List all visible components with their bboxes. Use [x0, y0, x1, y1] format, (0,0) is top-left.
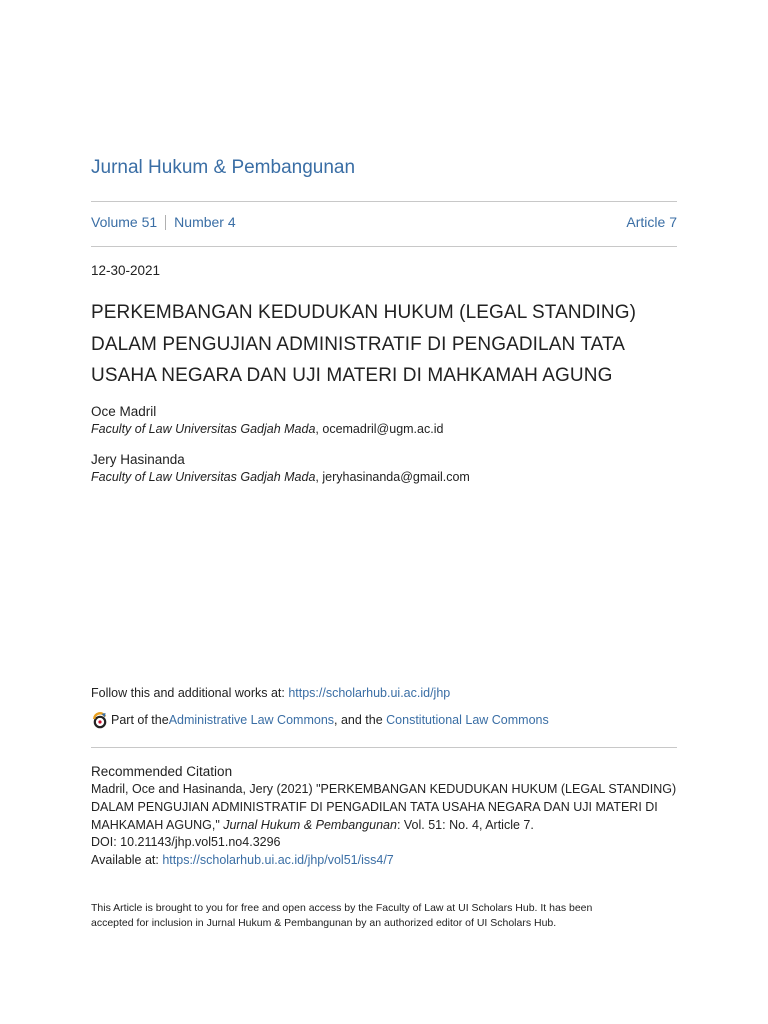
article-title [91, 297, 677, 392]
citation-line [91, 817, 677, 835]
constitutional-law-commons-link[interactable]: Constitutional Law Commons [386, 713, 549, 727]
publication-date: 12-30-2021 [91, 263, 161, 278]
citation-line: Madril, Oce and Hasinanda, Jery (2021) "PERKEMBANGAN KEDUDUKAN HUKUM (LEGAL STANDING) [91, 782, 677, 796]
author-email: , jeryhasinanda@gmail.com [315, 470, 470, 484]
volume-link[interactable]: Volume 51 [91, 214, 158, 230]
part-of-line [91, 711, 549, 729]
administrative-law-commons-link[interactable]: Administrative Law Commons [168, 713, 335, 727]
follow-url-link[interactable]: https://scholarhub.ui.ac.id/jhp [288, 686, 451, 700]
author-name: Jery Hasinanda [91, 452, 185, 467]
affiliation-name: Faculty of Law Universitas Gadjah Mada [91, 470, 316, 484]
number-link[interactable]: Number 4 [174, 214, 236, 230]
author-block [91, 452, 470, 486]
issue-separator [165, 215, 166, 230]
citation-line3-start: MAHKAMAH AGUNG," [91, 817, 224, 832]
citation-line3-end: : Vol. 51: No. 4, Article 7. [396, 817, 534, 832]
journal-title-link[interactable]: Jurnal Hukum & Pembangunan [91, 157, 356, 178]
divider-top [91, 201, 677, 202]
author-affiliation [91, 420, 443, 438]
author-affiliation [91, 468, 470, 486]
available-url-link[interactable]: https://scholarhub.ui.ac.id/jhp/vol51/iss4/7 [162, 853, 394, 868]
open-access-icon [91, 711, 108, 729]
citation-available [91, 852, 677, 870]
part-of-prefix: Part of the [111, 713, 169, 727]
access-notice [91, 901, 677, 931]
recommended-citation-heading: Recommended Citation [91, 764, 233, 779]
cover-page [91, 0, 677, 1024]
title-line: USAHA NEGARA DAN UJI MATERI DI MAHKAMAH AGUNG [91, 365, 613, 386]
title-line: DALAM PENGUJIAN ADMINISTRATIF DI PENGADILAN TATA [91, 333, 626, 355]
divider-citation [91, 747, 677, 748]
author-email: , ocemadril@ugm.ac.id [315, 422, 444, 436]
author-block [91, 404, 443, 438]
citation-line: DALAM PENGUJIAN ADMINISTRATIF DI PENGADILAN TATA USAHA NEGARA DAN UJI MATERI DI [91, 799, 658, 814]
follow-line [91, 686, 450, 700]
available-label: Available at: [91, 853, 163, 868]
divider-issue [91, 246, 677, 247]
article-link[interactable]: Article 7 [626, 214, 677, 230]
affiliation-name: Faculty of Law Universitas Gadjah Mada [91, 422, 316, 436]
issue-info-row [91, 214, 677, 230]
follow-text: Follow this and additional works at: [91, 686, 289, 700]
citation-journal: Jurnal Hukum & Pembangunan [223, 817, 397, 832]
part-of-middle: , and the [334, 713, 387, 727]
title-line: PERKEMBANGAN KEDUDUKAN HUKUM (LEGAL STANDING) [91, 302, 637, 323]
access-notice-line: accepted for inclusion in Jurnal Hukum & Pembangunan by an authorized editor of UI Scholars Hub. [91, 917, 557, 929]
author-name: Oce Madril [91, 404, 157, 419]
citation-text [91, 781, 677, 870]
citation-doi: DOI: 10.21143/jhp.vol51.no4.3296 [91, 835, 281, 850]
access-notice-line: This Article is brought to you for free and open access by the Faculty of Law at UI Scholars Hub. It has been [91, 902, 593, 914]
